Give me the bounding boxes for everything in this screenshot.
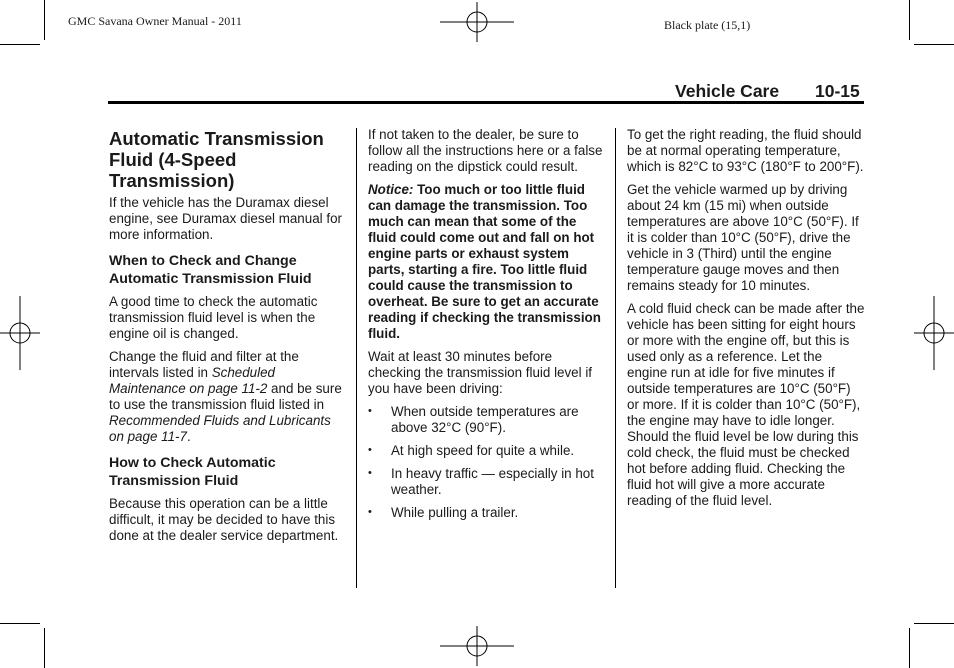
paragraph: To get the right reading, the fluid should be at normal operating temperature, which is 82°C to 93°C (180°F to 200°F).: [627, 127, 864, 174]
bullet-icon: •: [368, 405, 372, 417]
list-item: • In heavy traffic — especially in hot weather.: [368, 466, 594, 497]
crop-mark: [44, 0, 45, 40]
crop-mark: [44, 628, 45, 668]
paragraph: If not taken to the dealer, be sure to follow all the instructions here or a false reading on the dipstick could result.: [368, 127, 603, 174]
page-number: 10-15: [815, 81, 860, 101]
registration-mark-icon: [440, 2, 514, 42]
bullet-icon: •: [368, 506, 372, 518]
crop-mark: [0, 623, 40, 624]
crop-mark: [914, 623, 954, 624]
bullet-icon: •: [368, 467, 372, 479]
column-divider: [356, 128, 357, 588]
list-item: • At high speed for quite a while.: [368, 443, 575, 458]
column-1: [109, 128, 345, 551]
paragraph: Change the fluid and filter at the intervals listed in Scheduled Maintenance on page 11-2 and be sure to use the transmission fluid listed in Recommended Fluids and Lubricants on page 11-7.: [109, 349, 342, 444]
list-item: • When outside temperatures are above 32°C (90°F).: [368, 404, 579, 435]
registration-mark-icon: [914, 296, 954, 370]
paragraph: Wait at least 30 minutes before checking the transmission fluid level if you have been driving:: [368, 349, 593, 396]
column-divider: [615, 128, 616, 588]
cross-reference-link[interactable]: Scheduled Maintenance on page 11-2: [109, 365, 276, 396]
header-rule: [108, 101, 864, 104]
crop-mark: [0, 44, 40, 45]
plate-left-text: GMC Savana Owner Manual - 2011: [68, 14, 242, 28]
notice-block: Notice: Too much or too little fluid can damage the transmission. Too much can mean that some of the fluid could come out and fall on hot engine parts or exhaust system parts, starting a fire. Too little fluid could cause the transmission to overheat. Be sure to get an accurate reading if checking the transmission fluid.: [368, 182, 601, 341]
crop-mark: [909, 628, 910, 668]
subheading-how-to-check: How to Check Automatic Transmission Fluid: [109, 455, 276, 489]
paragraph: A good time to check the automatic transmission fluid level is when the engine oil is changed.: [109, 294, 318, 341]
bullet-icon: •: [368, 444, 372, 456]
running-header-section: Vehicle Care: [675, 81, 780, 101]
plate-right-text: Black plate (15,1): [664, 18, 751, 32]
intro-paragraph: If the vehicle has the Duramax diesel engine, see Duramax diesel manual for more information.: [109, 195, 342, 242]
crop-mark: [914, 44, 954, 45]
crop-mark: [909, 0, 910, 40]
bullet-list: [368, 404, 604, 521]
list-item: • While pulling a trailer.: [368, 505, 519, 520]
registration-mark-icon: [440, 626, 514, 666]
registration-mark-icon: [0, 296, 40, 370]
subheading-when-to-check: When to Check and Change Automatic Transmission Fluid: [109, 253, 312, 287]
paragraph: Get the vehicle warmed up by driving about 24 km (15 mi) when outside temperatures are above 10°C (50°F). If it is colder than 10°C (50°F), drive the vehicle in 3 (Third) until the engine temperature gauge moves and then remains steady for 10 minutes.: [627, 182, 859, 293]
paragraph: Because this operation can be a little difficult, it may be decided to have this done at the dealer service department.: [109, 496, 339, 543]
column-3: [627, 127, 865, 516]
notice-label: Notice:: [368, 182, 414, 197]
paragraph: A cold fluid check can be made after the vehicle has been sitting for eight hours or more with the engine off, but this is used only as a reference. Let the engine run at idle for five minutes if outside temperatures are 10°C (50°F) or more. If it is colder than 10°C (50°F), the engine may have to idle longer. Should the fluid level be low during this cold check, the fluid must be checked hot before adding fluid. Checking the fluid hot will give a more accurate reading of the fluid level.: [627, 301, 865, 508]
section-title: Automatic Transmission Fluid (4-Speed Transmission): [109, 128, 324, 191]
cross-reference-link[interactable]: Recommended Fluids and Lubricants on page 11-7: [109, 413, 331, 444]
column-2: [368, 127, 604, 528]
